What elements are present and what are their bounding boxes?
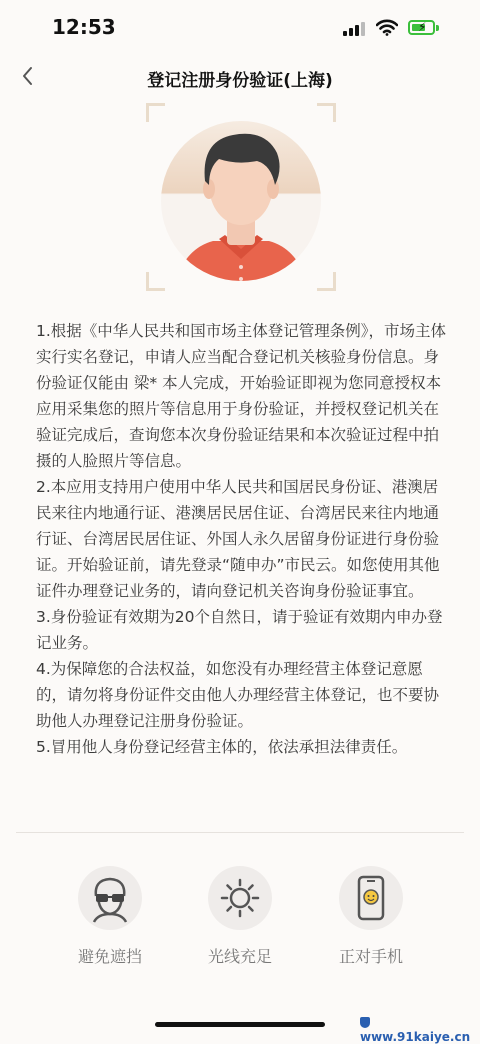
watermark-text: www.91kaiye.cn: [360, 1030, 471, 1044]
term-paragraph-1: 1.根据《中华人民共和国市场主体登记管理条例》，市场主体实行实名登记，申请人应当配合登记机关核验身份信息。身份验证仅能由 梁* 本人完成，开始验证即视为您同意授权本应用采集您的照片等信息用于身份验证，并授权登记机关在验证完成后，查询您本次身份验证结果和本次验证过程中拍摄的人脸照片等信息。: [36, 322, 447, 470]
page-title: 登记注册身份验证(上海): [147, 71, 333, 91]
divider: [16, 832, 464, 833]
home-indicator[interactable]: [155, 1022, 325, 1027]
navigation-bar: [0, 56, 480, 100]
verification-terms: [36, 318, 448, 760]
watermark: [360, 1016, 480, 1044]
tip-enough-light: [185, 866, 295, 967]
wifi-icon: [376, 19, 398, 36]
status-time: 12:53: [52, 15, 116, 39]
tip-avoid-occlusion: [55, 866, 165, 967]
term-paragraph-2: 2.本应用支持用户使用中华人民共和国居民身份证、港澳居民来往内地通行证、港澳居民居住证、台湾居民来往内地通行证、台湾居民居住证、外国人永久居留身份证进行身份验证。开始验证前，请先登录“随申办”市民云。如您使用其他证件办理登记业务的，请向登记机关咨询身份验证事宜。: [36, 478, 440, 600]
battery-charging-icon: ⚡: [408, 20, 435, 35]
term-paragraph-5: 5.冒用他人身份登记经营主体的，依法承担法律责任。: [36, 738, 408, 756]
term-paragraph-3: 3.身份验证有效期为20个自然日，请于验证有效期内申办登记业务。: [36, 608, 443, 652]
cellular-signal-icon: [343, 22, 367, 36]
sun-icon: [208, 866, 272, 930]
tip-icon-circle: [208, 866, 272, 930]
status-bar: [0, 0, 480, 56]
tip-label: 正对手机: [338, 947, 403, 966]
tip-label: 光线充足: [207, 947, 272, 966]
battery-tip: [436, 25, 439, 31]
face-with-sunglasses-icon: [78, 866, 142, 930]
tip-icon-circle: [78, 866, 142, 930]
term-paragraph-4: 4.为保障您的合法权益，如您没有办理经营主体登记意愿的，请勿将身份证件交由他人办理经营主体登记，也不要协助他人办理登记注册身份验证。: [36, 660, 440, 730]
tip-label: 避免遮挡: [77, 947, 142, 966]
phone-face-icon: [339, 866, 403, 930]
face-capture-frame: [146, 103, 336, 291]
tip-icon-circle: [339, 866, 403, 930]
shield-icon: [360, 1017, 370, 1028]
tip-face-phone: [316, 866, 426, 967]
face-illustration-icon: [153, 119, 329, 283]
